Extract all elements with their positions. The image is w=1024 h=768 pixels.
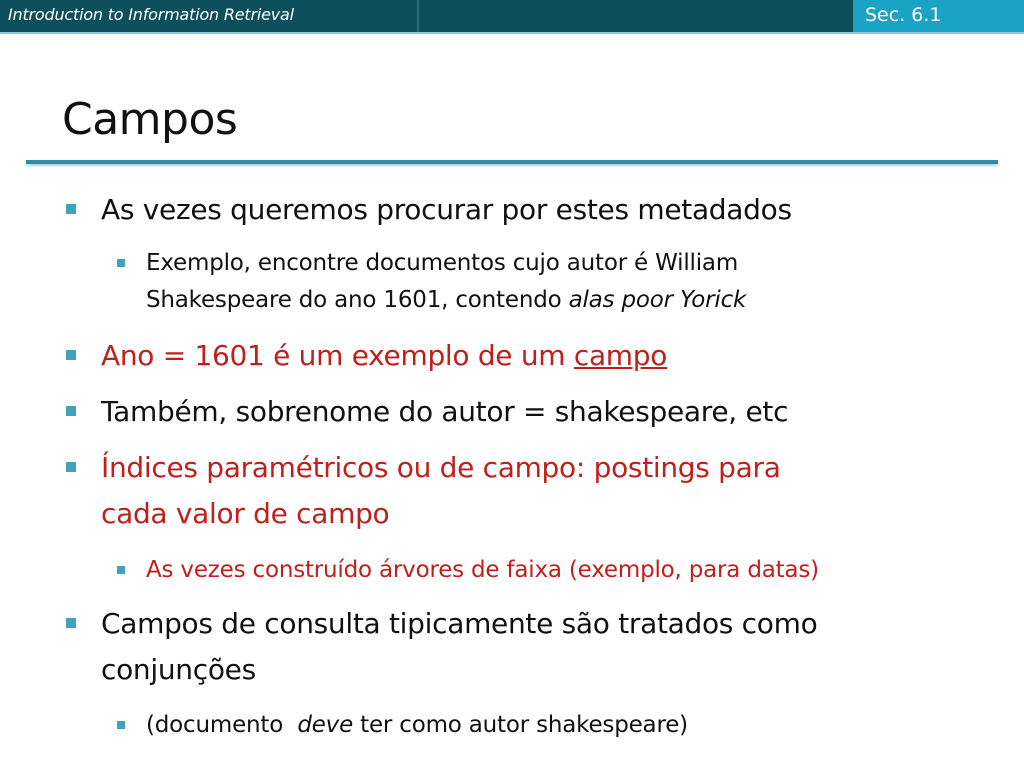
bullet-text: [101, 601, 981, 693]
bullet-square-icon: [66, 350, 76, 360]
bullet-square-icon: [66, 406, 76, 416]
sub-bullet-line: Exemplo, encontre documentos cujo autor é William: [146, 250, 739, 276]
sub-bullet-text: [146, 707, 966, 744]
section-label: Sec. 6.1: [865, 4, 942, 26]
bullet-text: [101, 333, 981, 379]
sub-bullet-fragment: (documento: [146, 712, 298, 738]
sub-bullet-text: [146, 245, 966, 319]
bullet-square-icon: [66, 204, 76, 214]
sub-bullet-square-icon: [117, 721, 125, 729]
bullet-text: [101, 445, 981, 537]
sub-bullet-text: As vezes construído árvores de faixa (exemplo, para datas): [146, 557, 819, 583]
italic-phrase: alas poor Yorick: [568, 287, 747, 313]
sub-bullet-fragment: Shakespeare do ano 1601, contendo: [146, 287, 569, 313]
bullet-line: Campos de consulta tipicamente são tratados como: [101, 607, 818, 640]
sub-bullet-line: [146, 282, 966, 319]
bullet-square-icon: [66, 618, 76, 628]
bullet-line: cada valor de campo: [101, 497, 390, 530]
sub-bullet-square-icon: [117, 566, 125, 574]
course-title: Introduction to Information Retrieval: [8, 5, 294, 24]
italic-phrase: deve: [297, 712, 354, 738]
sub-bullet-fragment: ter como autor shakespeare): [353, 712, 688, 738]
bullet-fragment: Ano = 1601 é um exemplo de um: [101, 339, 574, 372]
slide-title: Campos: [62, 94, 238, 145]
sub-bullet-square-icon: [117, 259, 125, 267]
bullet-square-icon: [66, 462, 76, 472]
bullet-line: Índices paramétricos ou de campo: postings para: [101, 451, 781, 484]
bullet-line: conjunções: [101, 653, 256, 686]
bullet-text: As vezes queremos procurar por estes metadados: [101, 193, 792, 226]
underlined-term: campo: [573, 339, 668, 372]
bullet-text: Também, sobrenome do autor = shakespeare, etc: [101, 395, 789, 428]
